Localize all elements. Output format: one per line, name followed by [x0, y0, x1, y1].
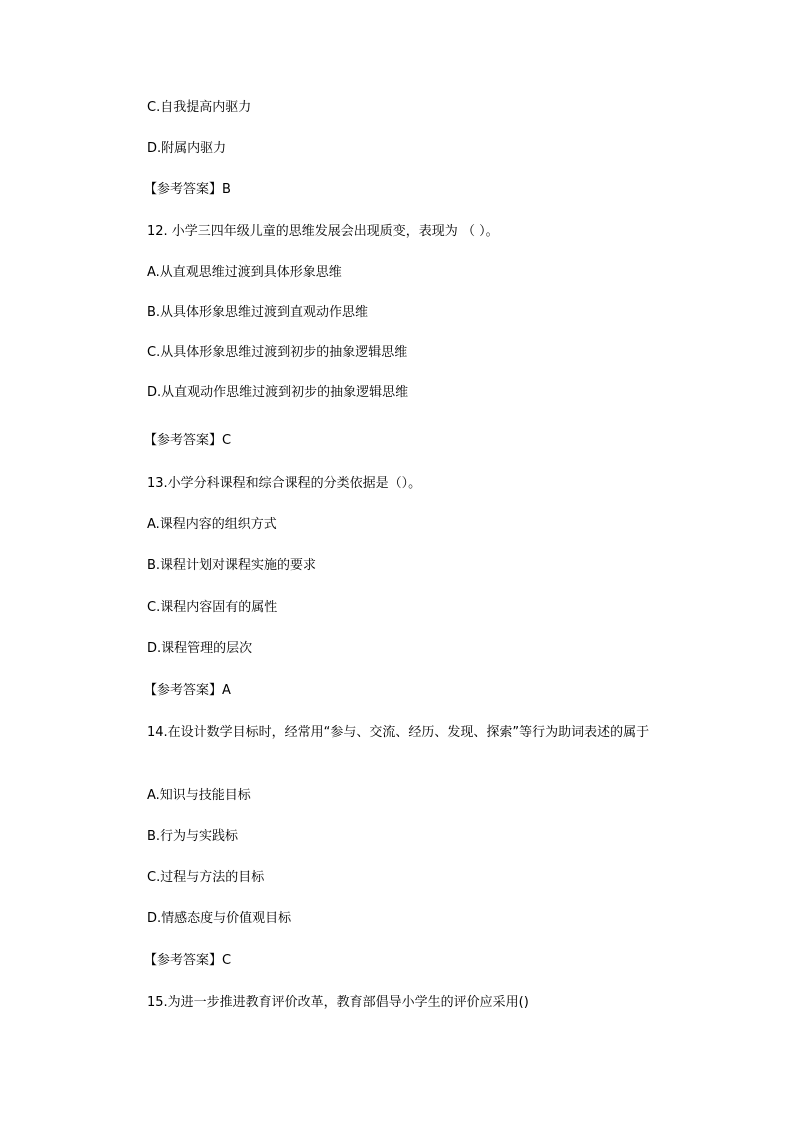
option-a-q12: A.从直观思维过渡到具体形象思维: [147, 265, 342, 280]
option-d-q13: D.课程管理的层次: [147, 641, 253, 656]
option-c-q14: C.过程与方法的目标: [147, 870, 265, 885]
question-15: 15.为进一步推进教育评价改革，教育部倡导小学生的评价应采用(): [147, 995, 529, 1010]
option-a-q13: A.课程内容的组织方式: [147, 517, 277, 532]
option-b-q14: B.行为与实践标: [147, 829, 239, 844]
option-d-q11: D.附属内驱力: [147, 141, 227, 156]
question-14: 14.在设计数学目标时，经常用“参与、交流、经历、发现、探索”等行为助词表述的属于: [147, 725, 650, 740]
answer-q13: 【参考答案】A: [144, 683, 231, 698]
option-c-q11: C.自我提高内驱力: [147, 100, 252, 115]
option-d-q14: D.情感态度与价值观目标: [147, 911, 292, 926]
answer-q11: 【参考答案】B: [144, 182, 231, 197]
option-b-q12: B.从具体形象思维过渡到直观动作思维: [147, 305, 369, 320]
option-d-q12: D.从直观动作思维过渡到初步的抽象逻辑思维: [147, 385, 409, 400]
answer-q14: 【参考答案】C: [144, 953, 232, 968]
option-a-q14: A.知识与技能目标: [147, 788, 251, 803]
option-b-q13: B.课程计划对课程实施的要求: [147, 558, 317, 573]
option-c-q13: C.课程内容固有的属性: [147, 600, 278, 615]
answer-q12: 【参考答案】C: [144, 433, 232, 448]
question-13: 13.小学分科课程和综合课程的分类依据是（）。: [147, 476, 422, 491]
question-12: 12. 小学三四年级儿童的思维发展会出现质变，表现为 （ ）。: [147, 224, 499, 239]
option-c-q12: C.从具体形象思维过渡到初步的抽象逻辑思维: [147, 345, 408, 360]
